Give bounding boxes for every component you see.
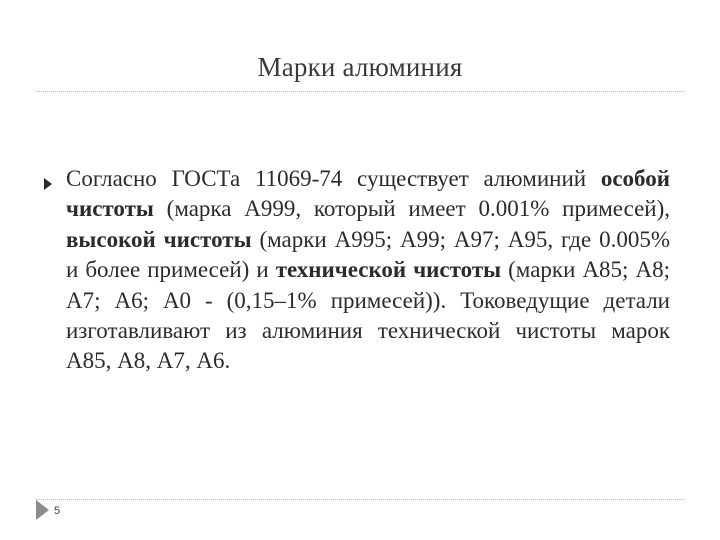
text-segment: (марки А85; А8; А7; А6; А0 - (0,15–1% примесей)). Токоведущие детали изготавливают из алюминия технической чистоты марок А85, А8, А7, А6. <box>66 257 670 374</box>
bold-segment-special-purity: особой чистоты <box>66 166 670 222</box>
bullet-text <box>66 164 670 377</box>
slide-title: Марки алюминия <box>257 52 463 82</box>
footer-triangle-icon <box>36 500 49 520</box>
bold-segment-technical-purity: технической чистоты <box>275 257 502 283</box>
triangle-bullet-icon <box>44 178 52 190</box>
text-segment: Согласно ГОСТа 11069-74 существует алюминий <box>66 166 601 191</box>
text-segment: (марка А999, который имеет 0.001% примесей), <box>153 196 670 222</box>
title-divider <box>36 91 684 92</box>
bold-segment-high-purity: высокой чистоты <box>66 226 252 252</box>
footer-divider <box>36 499 684 500</box>
page-number: 5 <box>54 505 61 517</box>
text-segment: (марки А995; А99; А97; А95, где 0.005% и более примесей) и <box>66 226 670 283</box>
